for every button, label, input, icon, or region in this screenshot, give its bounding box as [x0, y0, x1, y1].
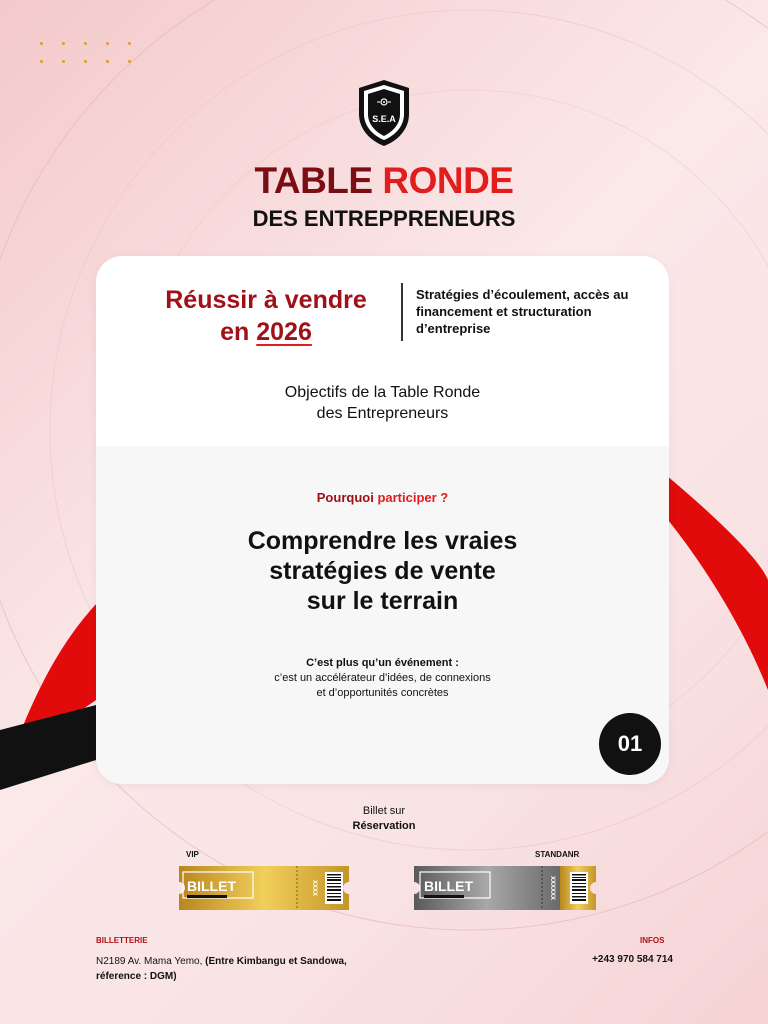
objectives-heading: [96, 382, 669, 424]
standard-ticket-text: BILLET: [424, 878, 473, 894]
headline-year: 2026: [256, 318, 312, 346]
billetterie-label: BILLETTERIE: [96, 936, 148, 945]
why-part1: Pourquoi: [316, 490, 374, 505]
title-part2: RONDE: [382, 160, 514, 201]
event-subtitle: DES ENTREPPRENEURS: [252, 206, 516, 231]
shield-icon: [355, 78, 413, 148]
page-number-badge: 01: [599, 713, 661, 775]
desc-line3: et d’opportunités concrètes: [316, 687, 449, 699]
address-line2: réference : DGM): [96, 971, 177, 982]
event-description: [96, 656, 669, 701]
headline-line1: Réussir à vendre: [165, 286, 367, 314]
address-bold: (Entre Kimbangu et Sandowa,: [205, 956, 347, 967]
main-line2: stratégies de vente: [269, 557, 496, 585]
headline: [136, 284, 396, 348]
decorative-dots: [38, 40, 148, 70]
logo-text: S.E.A: [372, 114, 396, 124]
standard-label: STANDANR: [535, 850, 580, 859]
why-part2: participer ?: [377, 490, 449, 505]
ticket-intro: [0, 804, 768, 834]
ticket-intro-line1: Billet sur: [362, 805, 406, 817]
standard-ticket[interactable]: [410, 864, 588, 912]
main-line1: Comprendre les vraies: [247, 527, 518, 555]
why-participate: [96, 490, 669, 505]
infos-label: INFOS: [640, 936, 665, 945]
title-part1: TABLE: [254, 160, 373, 201]
vip-ticket-text: BILLET: [187, 878, 236, 894]
vip-ticket[interactable]: [175, 864, 353, 912]
address: [96, 954, 416, 984]
subheadline: Stratégies d’écoulement, accès au financement et structuration d’entreprise: [416, 287, 629, 336]
main-line3: sur le terrain: [306, 587, 459, 615]
objectives-line2: des Entrepreneurs: [316, 405, 449, 422]
vip-ticket-code: XXXX: [311, 879, 317, 897]
address-plain: N2189 Av. Mama Yemo,: [96, 956, 206, 967]
event-title: [0, 160, 768, 202]
ticket-intro-line2: Réservation: [352, 820, 416, 832]
info-card: [96, 256, 669, 784]
standard-ticket-code: XXXXXX: [549, 875, 555, 901]
desc-line2: c’est un accélérateur d’idées, de connexions: [274, 672, 491, 684]
objectives-line1: Objectifs de la Table Ronde: [284, 384, 481, 401]
vip-label: VIP: [186, 850, 199, 859]
sea-logo: [355, 78, 413, 148]
divider: [401, 283, 403, 341]
phone-number[interactable]: +243 970 584 714: [592, 954, 673, 965]
main-statement: [96, 526, 669, 616]
headline-line2: en 2026: [220, 318, 312, 346]
desc-line1: C’est plus qu’un événement :: [306, 657, 459, 669]
